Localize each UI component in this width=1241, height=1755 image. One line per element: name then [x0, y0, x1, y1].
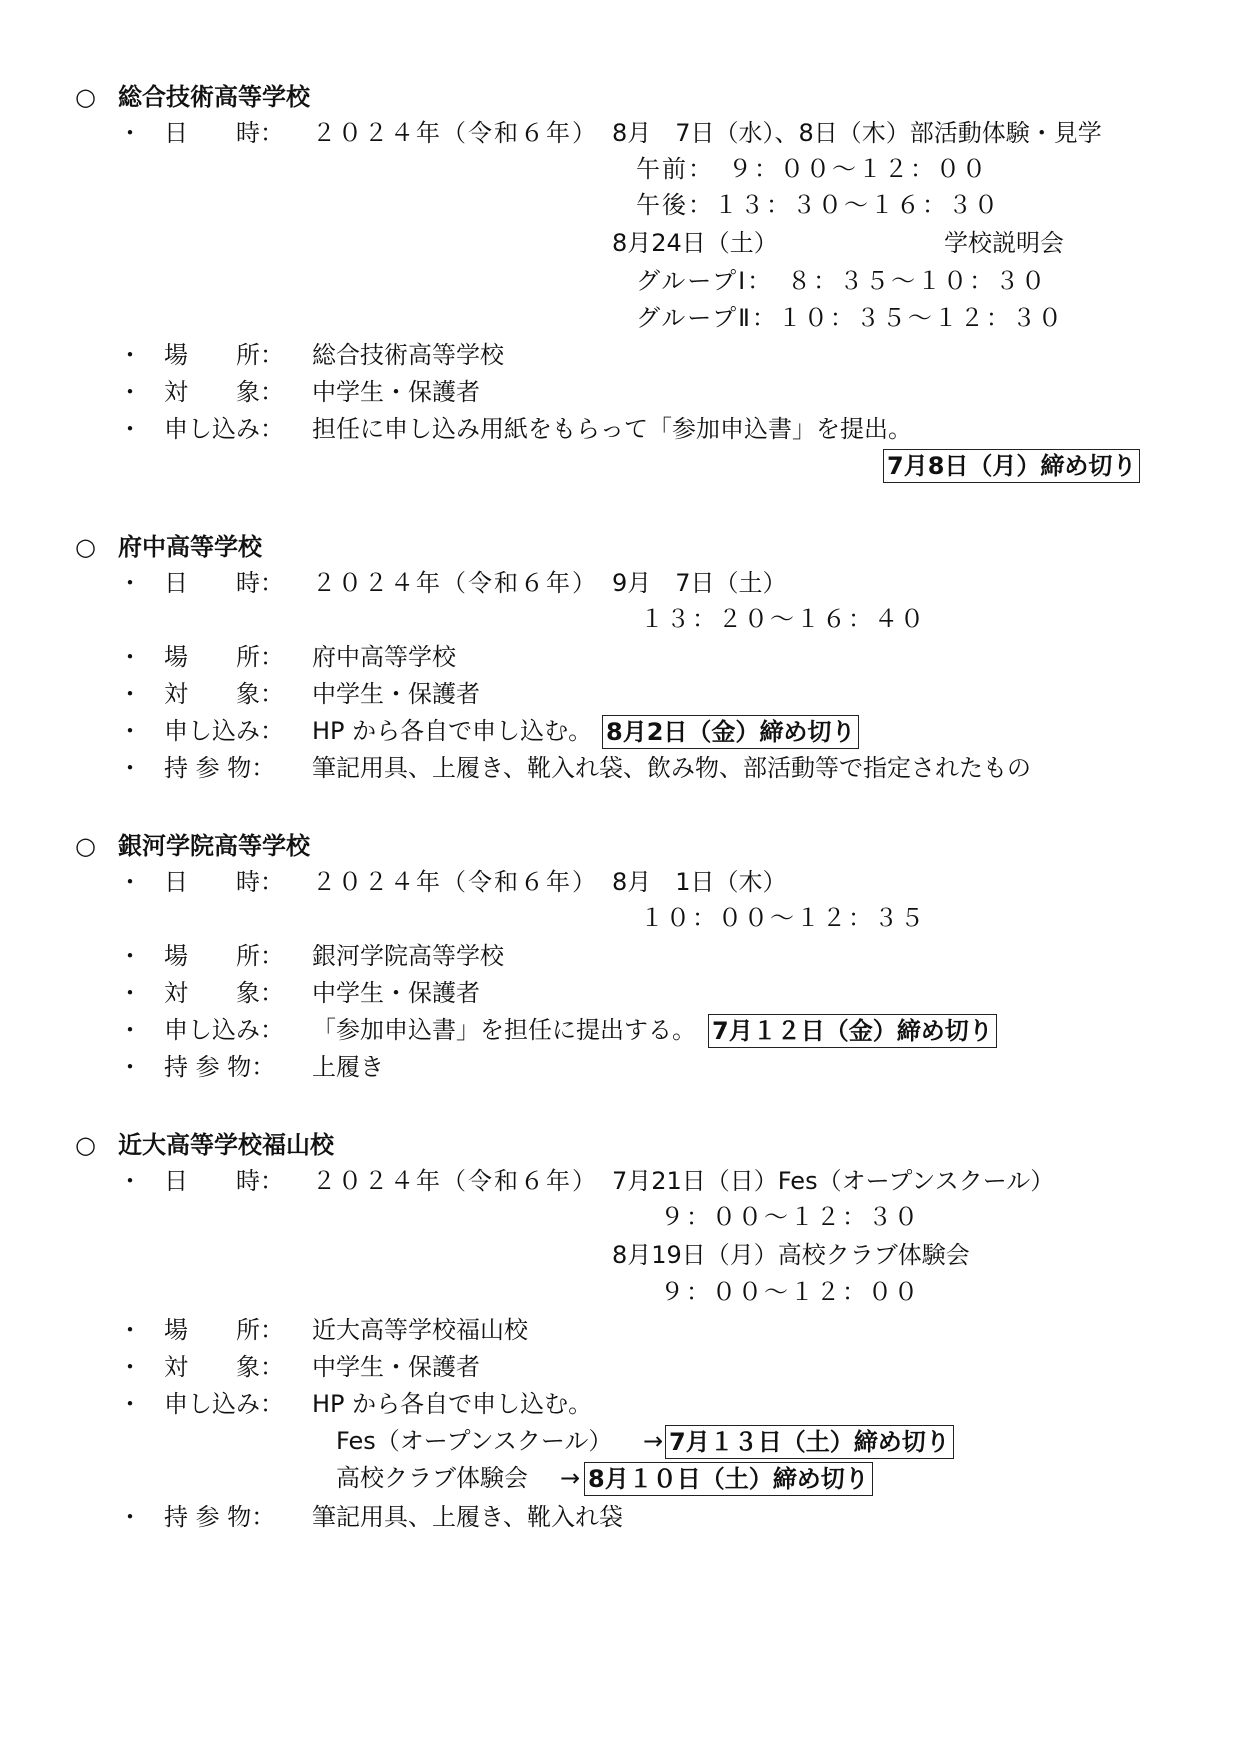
schedule-line: 7月21日（日）Fes（オープンスクール）: [612, 1167, 1055, 1195]
arrow: →: [643, 1427, 664, 1455]
deadline-box: 7月１３日（土）締め切り: [665, 1425, 954, 1459]
bullet: ・: [118, 1016, 142, 1044]
bullet: ・: [118, 717, 142, 745]
apply-value: 担任に申し込み用紙をもらって「参加申込書」を提出。: [312, 415, 912, 443]
bring-value: 筆記用具、上履き、靴入れ袋: [312, 1503, 624, 1531]
place-value: 府中高等学校: [312, 643, 456, 671]
circle-marker: ○: [75, 83, 96, 111]
bullet: ・: [118, 1316, 142, 1344]
schedule-line: 午後：１３：３０～１６：３０: [636, 191, 1000, 219]
apply-value: HP から各自で申し込む。: [312, 1390, 593, 1418]
bullet: ・: [118, 341, 142, 369]
place-label: 場 所：: [164, 341, 284, 369]
deadline-box: 8月１０日（土）締め切り: [584, 1462, 873, 1496]
bring-value: 筆記用具、上履き、靴入れ袋、飲み物、部活動等で指定されたもの: [312, 754, 1032, 782]
sub-label: 高校クラブ体験会: [336, 1464, 528, 1492]
circle-marker: ○: [75, 533, 96, 561]
bullet: ・: [118, 1503, 142, 1531]
circle-marker: ○: [75, 832, 96, 860]
schedule-line: 8月 1日（木）: [612, 868, 787, 896]
bullet: ・: [118, 119, 142, 147]
bring-label: 持 参 物：: [164, 754, 276, 782]
target-label: 対 象：: [164, 1353, 284, 1381]
year: ２０２４年（令和６年）: [312, 1167, 598, 1195]
place-value: 近大高等学校福山校: [312, 1316, 528, 1344]
bullet: ・: [118, 569, 142, 597]
target-label: 対 象：: [164, 979, 284, 1007]
bullet: ・: [118, 378, 142, 406]
schedule-line: 8月 7日（水）、8日（木）部活動体験・見学: [612, 119, 1102, 147]
bring-value: 上履き: [312, 1053, 384, 1081]
target-label: 対 象：: [164, 378, 284, 406]
target-value: 中学生・保護者: [312, 378, 480, 406]
year: ２０２４年（令和６年）: [312, 569, 598, 597]
target-value: 中学生・保護者: [312, 979, 480, 1007]
apply-label: 申し込み：: [164, 717, 284, 745]
schedule-line: 8月24日（土）: [612, 229, 778, 257]
bring-label: 持 参 物：: [164, 1053, 276, 1081]
year: ２０２４年（令和６年）: [312, 868, 598, 896]
date-label: 日 時：: [164, 569, 284, 597]
bullet: ・: [118, 942, 142, 970]
bullet: ・: [118, 979, 142, 1007]
apply-label: 申し込み：: [164, 415, 284, 443]
schedule-line: ９：００～１２：００: [660, 1278, 920, 1306]
section-title: 府中高等学校: [118, 533, 262, 561]
year: ２０２４年（令和６年）: [312, 119, 598, 147]
circle-marker: ○: [75, 1131, 96, 1159]
bullet: ・: [118, 1053, 142, 1081]
schedule-line: ９：００～１２：３０: [660, 1203, 920, 1231]
schedule-line: １０：００～１２：３５: [640, 904, 926, 932]
schedule-line: グループⅠ： ８：３５～１０：３０: [636, 267, 1048, 295]
bullet: ・: [118, 643, 142, 671]
bullet: ・: [118, 1167, 142, 1195]
target-value: 中学生・保護者: [312, 1353, 480, 1381]
apply-value: HP から各自で申し込む。: [312, 717, 593, 745]
deadline-box: 7月１２日（金）締め切り: [708, 1014, 997, 1048]
bullet: ・: [118, 1353, 142, 1381]
deadline-box: 8月2日（金）締め切り: [602, 715, 859, 749]
target-label: 対 象：: [164, 680, 284, 708]
schedule-line: １３：２０～１６：４０: [640, 605, 926, 633]
date-label: 日 時：: [164, 868, 284, 896]
schedule-event: 学校説明会: [944, 229, 1064, 257]
apply-label: 申し込み：: [164, 1016, 284, 1044]
date-label: 日 時：: [164, 119, 284, 147]
bullet: ・: [118, 754, 142, 782]
apply-label: 申し込み：: [164, 1390, 284, 1418]
schedule-line: 8月19日（月）高校クラブ体験会: [612, 1241, 970, 1269]
bring-label: 持 参 物：: [164, 1503, 276, 1531]
target-value: 中学生・保護者: [312, 680, 480, 708]
place-value: 銀河学院高等学校: [312, 942, 504, 970]
section-title: 近大高等学校福山校: [118, 1131, 334, 1159]
bullet: ・: [118, 415, 142, 443]
place-value: 総合技術高等学校: [312, 341, 504, 369]
schedule-line: 午前： ９：００～１２：００: [636, 155, 988, 183]
place-label: 場 所：: [164, 643, 284, 671]
schedule-line: 9月 7日（土）: [612, 569, 787, 597]
section-title: 総合技術高等学校: [118, 83, 310, 111]
deadline-box: 7月8日（月）締め切り: [883, 449, 1140, 483]
bullet: ・: [118, 680, 142, 708]
arrow: →: [560, 1464, 581, 1492]
schedule-line: グループⅡ：１０：３５～１２：３０: [636, 304, 1064, 332]
place-label: 場 所：: [164, 1316, 284, 1344]
place-label: 場 所：: [164, 942, 284, 970]
apply-value: 「参加申込書」を担任に提出する。: [312, 1016, 696, 1044]
sub-label: Fes（オープンスクール）: [336, 1427, 613, 1455]
date-label: 日 時：: [164, 1167, 284, 1195]
section-title: 銀河学院高等学校: [118, 832, 310, 860]
bullet: ・: [118, 868, 142, 896]
bullet: ・: [118, 1390, 142, 1418]
